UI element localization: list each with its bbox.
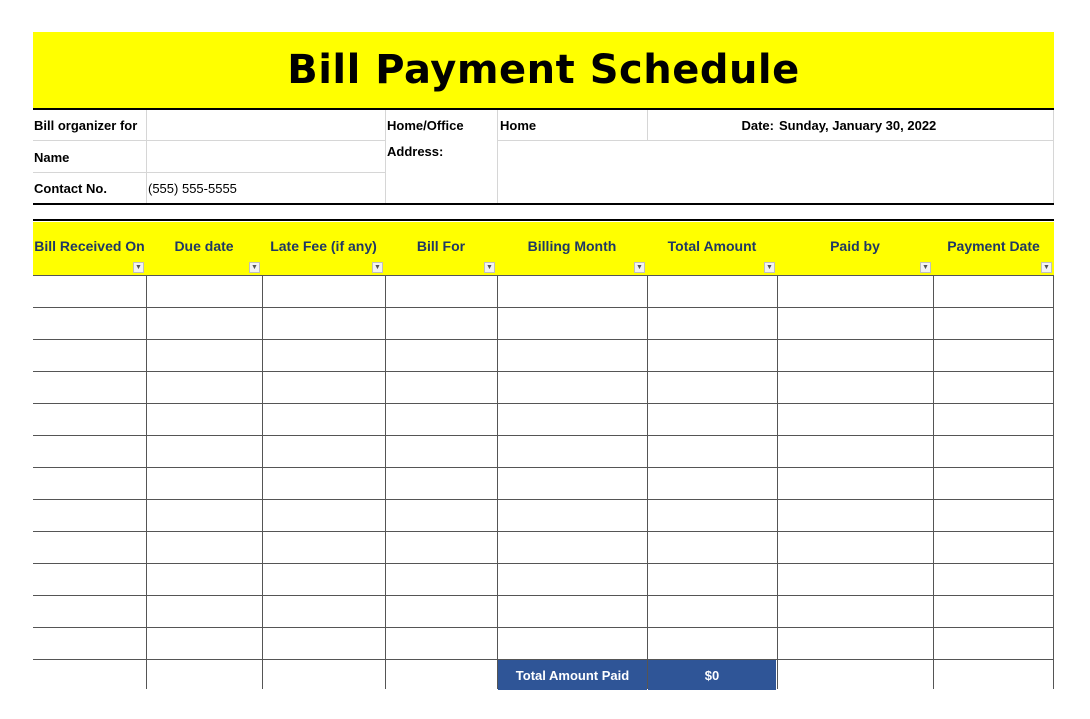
- column-divider: [933, 275, 934, 689]
- table-row: [33, 275, 1054, 276]
- table-row: [33, 339, 1054, 340]
- column-header-late-fee[interactable]: [262, 222, 385, 275]
- table-row: [33, 499, 1054, 500]
- info-divider: [33, 172, 385, 173]
- info-divider: [498, 140, 1054, 141]
- column-header-bill-received-on[interactable]: [33, 222, 146, 275]
- section-rule: [33, 219, 1054, 221]
- organizer-label: Bill organizer for: [34, 118, 138, 133]
- table-row: [33, 531, 1054, 532]
- column-header-due-date[interactable]: [146, 222, 262, 275]
- page-title: Bill Payment Schedule: [287, 47, 800, 93]
- info-divider: [1053, 110, 1054, 203]
- homeoffice-label: Home/Office: [387, 118, 464, 133]
- date-label: Date:: [741, 118, 774, 133]
- filter-dropdown-icon[interactable]: ▼: [133, 262, 144, 273]
- organizer-field[interactable]: [148, 118, 384, 136]
- filter-dropdown-icon[interactable]: ▼: [372, 262, 383, 273]
- column-divider: [777, 275, 778, 689]
- table-row: [33, 467, 1054, 468]
- total-amount-paid-label: Total Amount Paid: [498, 660, 647, 690]
- table-row: [33, 371, 1054, 372]
- column-header-label: Billing Month: [527, 237, 617, 254]
- table-row: [33, 435, 1054, 436]
- column-header-label: Paid by: [830, 237, 880, 254]
- filter-dropdown-icon[interactable]: ▼: [1041, 262, 1052, 273]
- filter-dropdown-icon[interactable]: ▼: [249, 262, 260, 273]
- column-header-total-amount[interactable]: [647, 222, 777, 275]
- table-row: [33, 307, 1054, 308]
- title-band: [33, 32, 1054, 110]
- column-divider: [385, 275, 386, 689]
- column-header-label: Bill Received On: [34, 237, 145, 254]
- address-field[interactable]: [500, 144, 1050, 200]
- column-header-label: Late Fee (if any): [270, 237, 377, 254]
- info-divider: [146, 110, 147, 203]
- column-header-label: Due date: [174, 237, 234, 254]
- column-header-bill-for[interactable]: [385, 222, 497, 275]
- column-divider: [497, 275, 498, 689]
- column-header-label: Bill For: [416, 237, 466, 254]
- info-divider: [33, 140, 385, 141]
- filter-dropdown-icon[interactable]: ▼: [484, 262, 495, 273]
- column-header-label: Total Amount: [667, 237, 757, 254]
- column-header-payment-date[interactable]: [933, 222, 1054, 275]
- section-rule: [33, 203, 1054, 205]
- contact-label: Contact No.: [34, 181, 107, 196]
- contact-field[interactable]: (555) 555-5555: [148, 181, 237, 196]
- column-header-label: Payment Date: [947, 237, 1040, 254]
- filter-dropdown-icon[interactable]: ▼: [634, 262, 645, 273]
- filter-dropdown-icon[interactable]: ▼: [764, 262, 775, 273]
- column-header-paid-by[interactable]: [777, 222, 933, 275]
- column-header-billing-month[interactable]: [497, 222, 647, 275]
- info-divider: [497, 110, 498, 203]
- total-amount-paid-value: $0: [648, 660, 776, 690]
- column-divider: [1053, 275, 1054, 689]
- table-row: [33, 563, 1054, 564]
- column-divider: [146, 275, 147, 689]
- date-field[interactable]: Sunday, January 30, 2022: [779, 118, 937, 133]
- column-divider: [647, 275, 648, 689]
- homeoffice-field[interactable]: Home: [500, 118, 537, 133]
- table-row: [33, 595, 1054, 596]
- table-row: [33, 627, 1054, 628]
- table-row: [33, 403, 1054, 404]
- address-label: Address:: [387, 144, 444, 159]
- filter-dropdown-icon[interactable]: ▼: [920, 262, 931, 273]
- name-label: Name: [34, 150, 70, 165]
- info-divider: [385, 110, 386, 203]
- table-header: [33, 222, 1054, 275]
- column-divider: [262, 275, 263, 689]
- name-field[interactable]: [148, 150, 384, 168]
